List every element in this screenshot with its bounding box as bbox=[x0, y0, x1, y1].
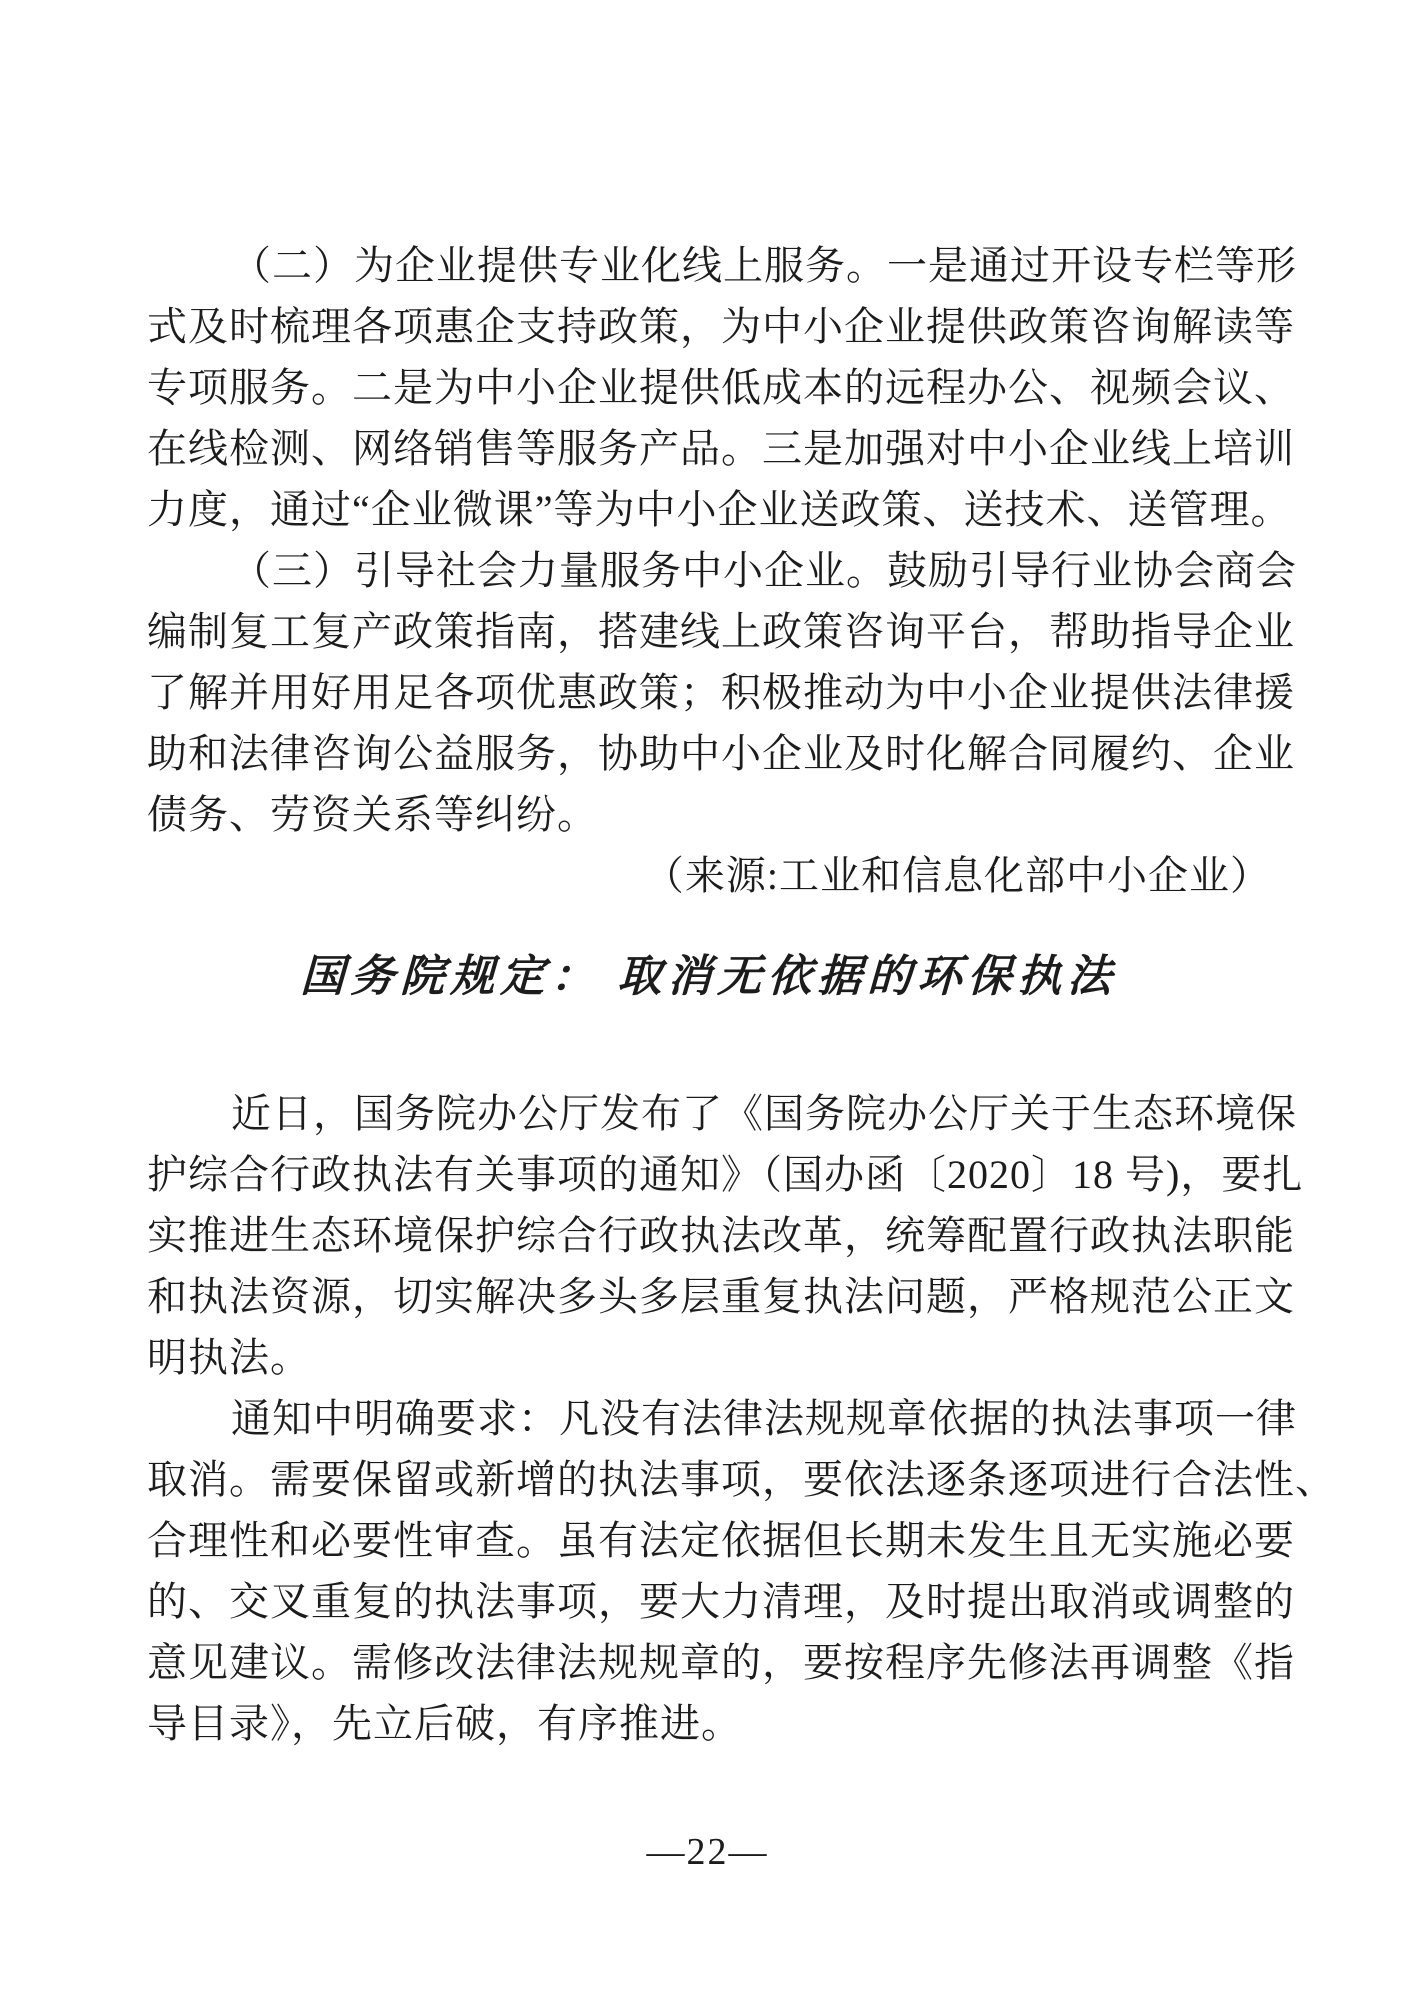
text-line: 护综合行政执法有关事项的通知》（国办函〔2020〕18 号)，要扎 bbox=[147, 1152, 1304, 1197]
text-line: 编制复工复产政策指南，搭建线上政策咨询平台，帮助指导企业 bbox=[147, 609, 1295, 654]
text-line: 助和法律咨询公益服务，协助中小企业及时化解合同履约、企业 bbox=[147, 731, 1295, 776]
text-line: （二）为企业提供专业化线上服务。一是通过开设专栏等形 bbox=[231, 243, 1297, 288]
text-line: 意见建议。需修改法律法规规章的，要按程序先修法再调整《指 bbox=[147, 1640, 1295, 1685]
text-line: 取消。需要保留或新增的执法事项，要依法逐条逐项进行合法性、 bbox=[147, 1457, 1336, 1502]
text-line: 式及时梳理各项惠企支持政策，为中小企业提供政策咨询解读等 bbox=[147, 304, 1295, 349]
paragraph-one bbox=[147, 1083, 1304, 1388]
text-line: 力度，通过“企业微课”等为中小企业送政策、送技术、送管理。 bbox=[147, 487, 1292, 532]
article-env-enforcement bbox=[147, 1083, 1336, 1754]
page-number: —22— bbox=[646, 1831, 769, 1873]
text-line: 债务、劳资关系等纠纷。 bbox=[147, 792, 598, 837]
text-line: 合理性和必要性审查。虽有法定依据但长期未发生且无实施必要 bbox=[147, 1518, 1295, 1563]
text-line: 和执法资源，切实解决多头多层重复执法问题，严格规范公正文 bbox=[147, 1274, 1295, 1319]
article-smes-services bbox=[147, 235, 1297, 906]
text-line: 近日，国务院办公厅发布了《国务院办公厅关于生态环境保 bbox=[231, 1091, 1297, 1136]
text-line: （三）引导社会力量服务中小企业。鼓励引导行业协会商会 bbox=[231, 548, 1297, 593]
paragraph-two bbox=[147, 235, 1297, 540]
text-line: 的、交叉重复的执法事项，要大力清理，及时提出取消或调整的 bbox=[147, 1579, 1295, 1624]
text-line: 专项服务。二是为中小企业提供低成本的远程办公、视频会议、 bbox=[147, 365, 1295, 410]
text-line: 实推进生态环境保护综合行政执法改革，统筹配置行政执法职能 bbox=[147, 1213, 1295, 1258]
source-attribution: （来源:工业和信息化部中小企业） bbox=[643, 853, 1271, 898]
text-line: 明执法。 bbox=[147, 1335, 311, 1380]
article-title: 国务院规定： 取消无依据的环保执法 bbox=[299, 952, 1119, 1001]
text-line: 在线检测、网络销售等服务产品。三是加强对中小企业线上培训 bbox=[147, 426, 1295, 471]
paragraph-three bbox=[147, 540, 1297, 845]
text-line: 了解并用好用足各项优惠政策；积极推动为中小企业提供法律援 bbox=[147, 670, 1295, 715]
text-line: 通知中明确要求：凡没有法律法规规章依据的执法事项一律 bbox=[231, 1396, 1297, 1441]
page-body bbox=[147, 235, 1336, 1754]
text-line: 导目录》，先立后破，有序推进。 bbox=[147, 1701, 742, 1746]
paragraph-two bbox=[147, 1388, 1336, 1754]
